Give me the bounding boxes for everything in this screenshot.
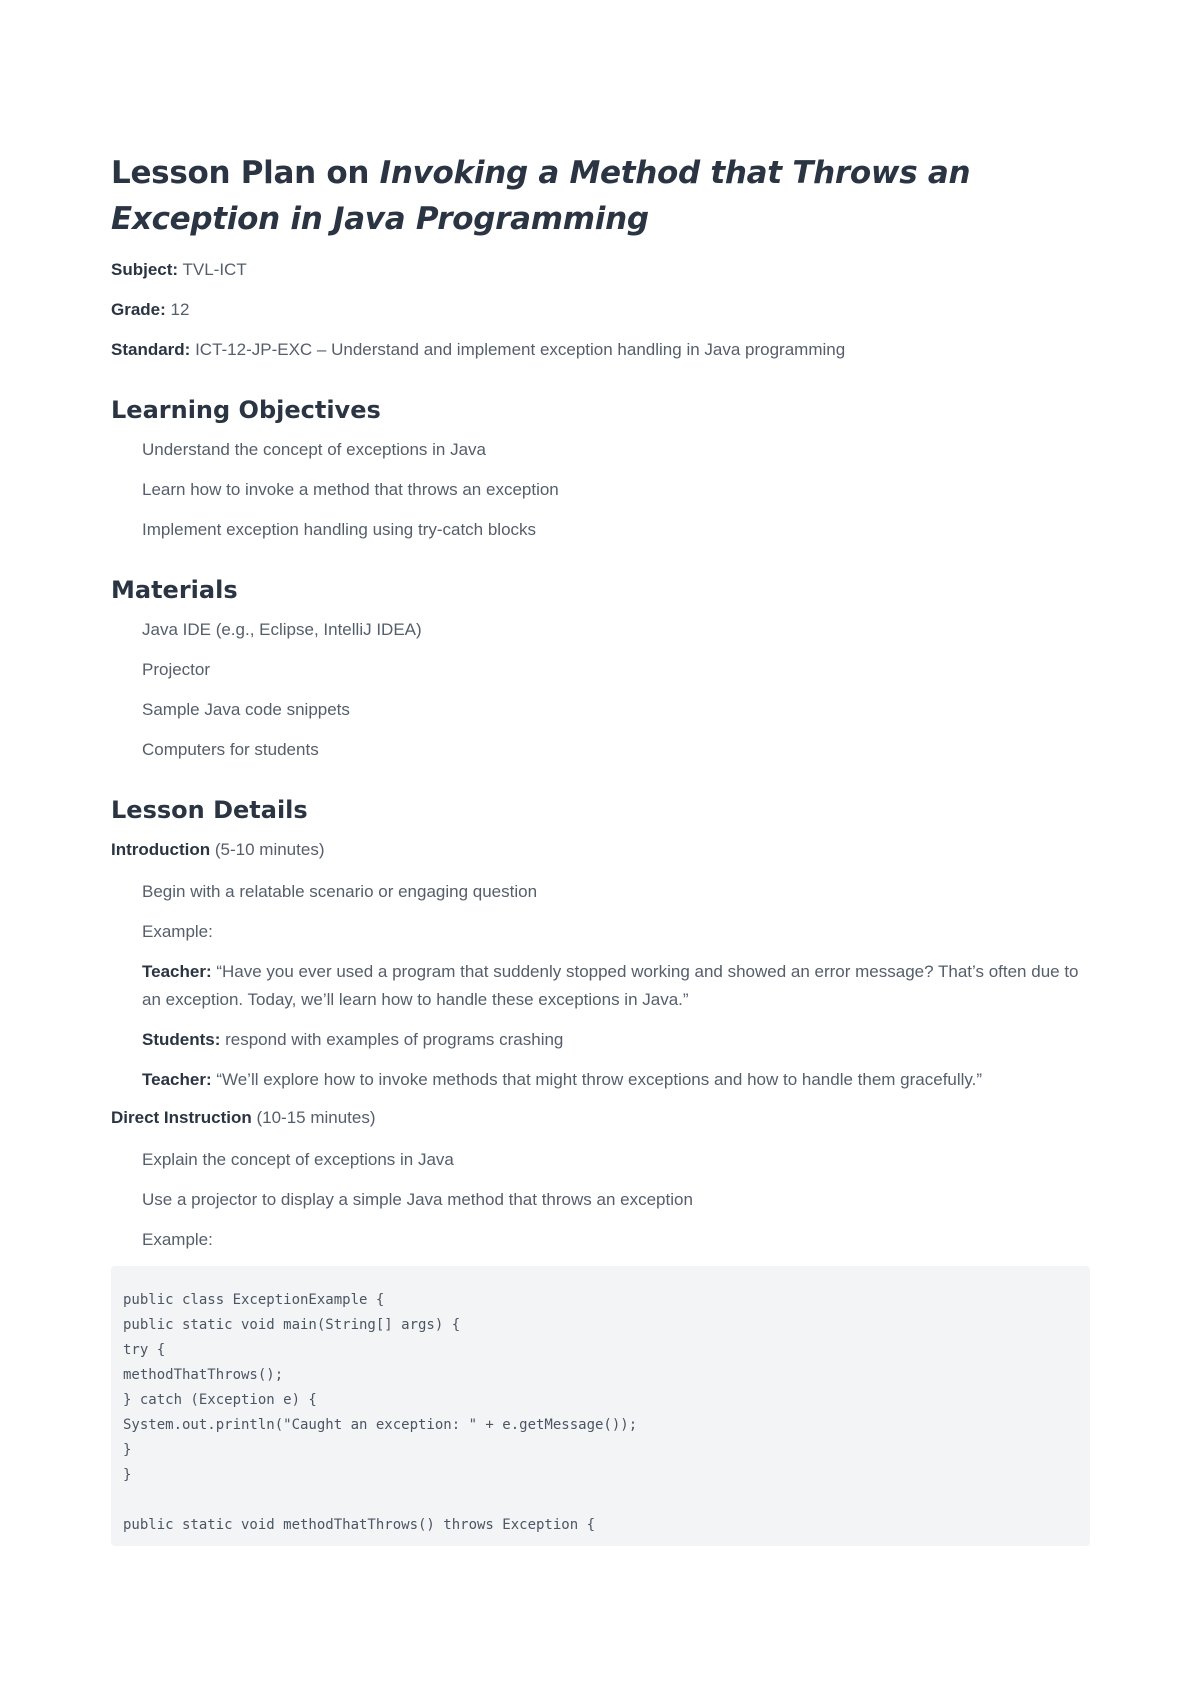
list-item: Computers for students (142, 740, 319, 759)
list-item: Understand the concept of exceptions in Java (142, 440, 486, 459)
title-italic: Invoking a Method that Throws an Exception in Java Programming (111, 155, 971, 237)
code-snippet: public class ExceptionExample { public static void main(String[] args) { try { methodThatThrows(); } catch (Exception e) { System.out.println("Caught an exception: " + e.getMessage()); } } public static void methodThatThrows() throws Exception { (111, 1266, 1090, 1546)
list-item: Implement exception handling using try-catch blocks (142, 520, 537, 539)
intro-example-label: Example: (142, 922, 213, 941)
direct-instruction-heading (111, 1106, 1090, 1130)
introduction-duration: (5-10 minutes) (210, 840, 325, 859)
grade-value: 12 (165, 300, 190, 319)
teacher-quote-1 (111, 958, 1090, 1014)
list-item: Sample Java code snippets (142, 700, 350, 719)
teacher-label: Teacher: (142, 1070, 212, 1089)
introduction-label: Introduction (111, 840, 211, 859)
students-text: respond with examples of programs crashing (220, 1030, 564, 1049)
lesson-details-heading: Lesson Details (111, 796, 308, 824)
teacher-quote-2 (111, 1066, 1090, 1094)
teacher-text: “We’ll explore how to invoke methods that might throw exceptions and how to handle them gracefully.” (211, 1070, 983, 1089)
students-response (111, 1026, 1090, 1054)
direct-instruction-duration: (10-15 minutes) (251, 1108, 376, 1127)
direct-example-label: Example: (142, 1230, 213, 1249)
teacher-label: Teacher: (142, 962, 212, 981)
subject-label: Subject: (111, 260, 179, 279)
grade-label: Grade: (111, 300, 166, 319)
teacher-text: “Have you ever used a program that suddenly stopped working and showed an error message? That’s often due to an exception. Today, we’ll learn how to handle these exceptions in Java.” (142, 962, 1079, 1009)
direct-line: Explain the concept of exceptions in Java (142, 1150, 454, 1169)
standard-line (111, 338, 1090, 362)
objectives-heading: Learning Objectives (111, 396, 381, 424)
objectives-list (111, 438, 1090, 542)
materials-heading: Materials (111, 576, 238, 604)
standard-label: Standard: (111, 340, 191, 359)
direct-instruction-label: Direct Instruction (111, 1108, 252, 1127)
subject-value: TVL-ICT (178, 260, 247, 279)
direct-line: Use a projector to display a simple Java method that throws an exception (142, 1190, 693, 1209)
students-label: Students: (142, 1030, 221, 1049)
introduction-heading (111, 838, 1090, 862)
materials-list (111, 618, 1090, 762)
subject-line (111, 258, 1090, 282)
lesson-meta (111, 258, 1090, 362)
standard-value: ICT-12-JP-EXC – Understand and implement exception handling in Java programming (190, 340, 846, 359)
intro-line: Begin with a relatable scenario or engaging question (142, 882, 538, 901)
title-plain: Lesson Plan on (111, 155, 380, 191)
page-title (111, 150, 1090, 242)
list-item: Projector (142, 660, 211, 679)
list-item: Learn how to invoke a method that throws an exception (142, 480, 559, 499)
grade-line (111, 298, 1090, 322)
list-item: Java IDE (e.g., Eclipse, IntelliJ IDEA) (142, 620, 422, 639)
